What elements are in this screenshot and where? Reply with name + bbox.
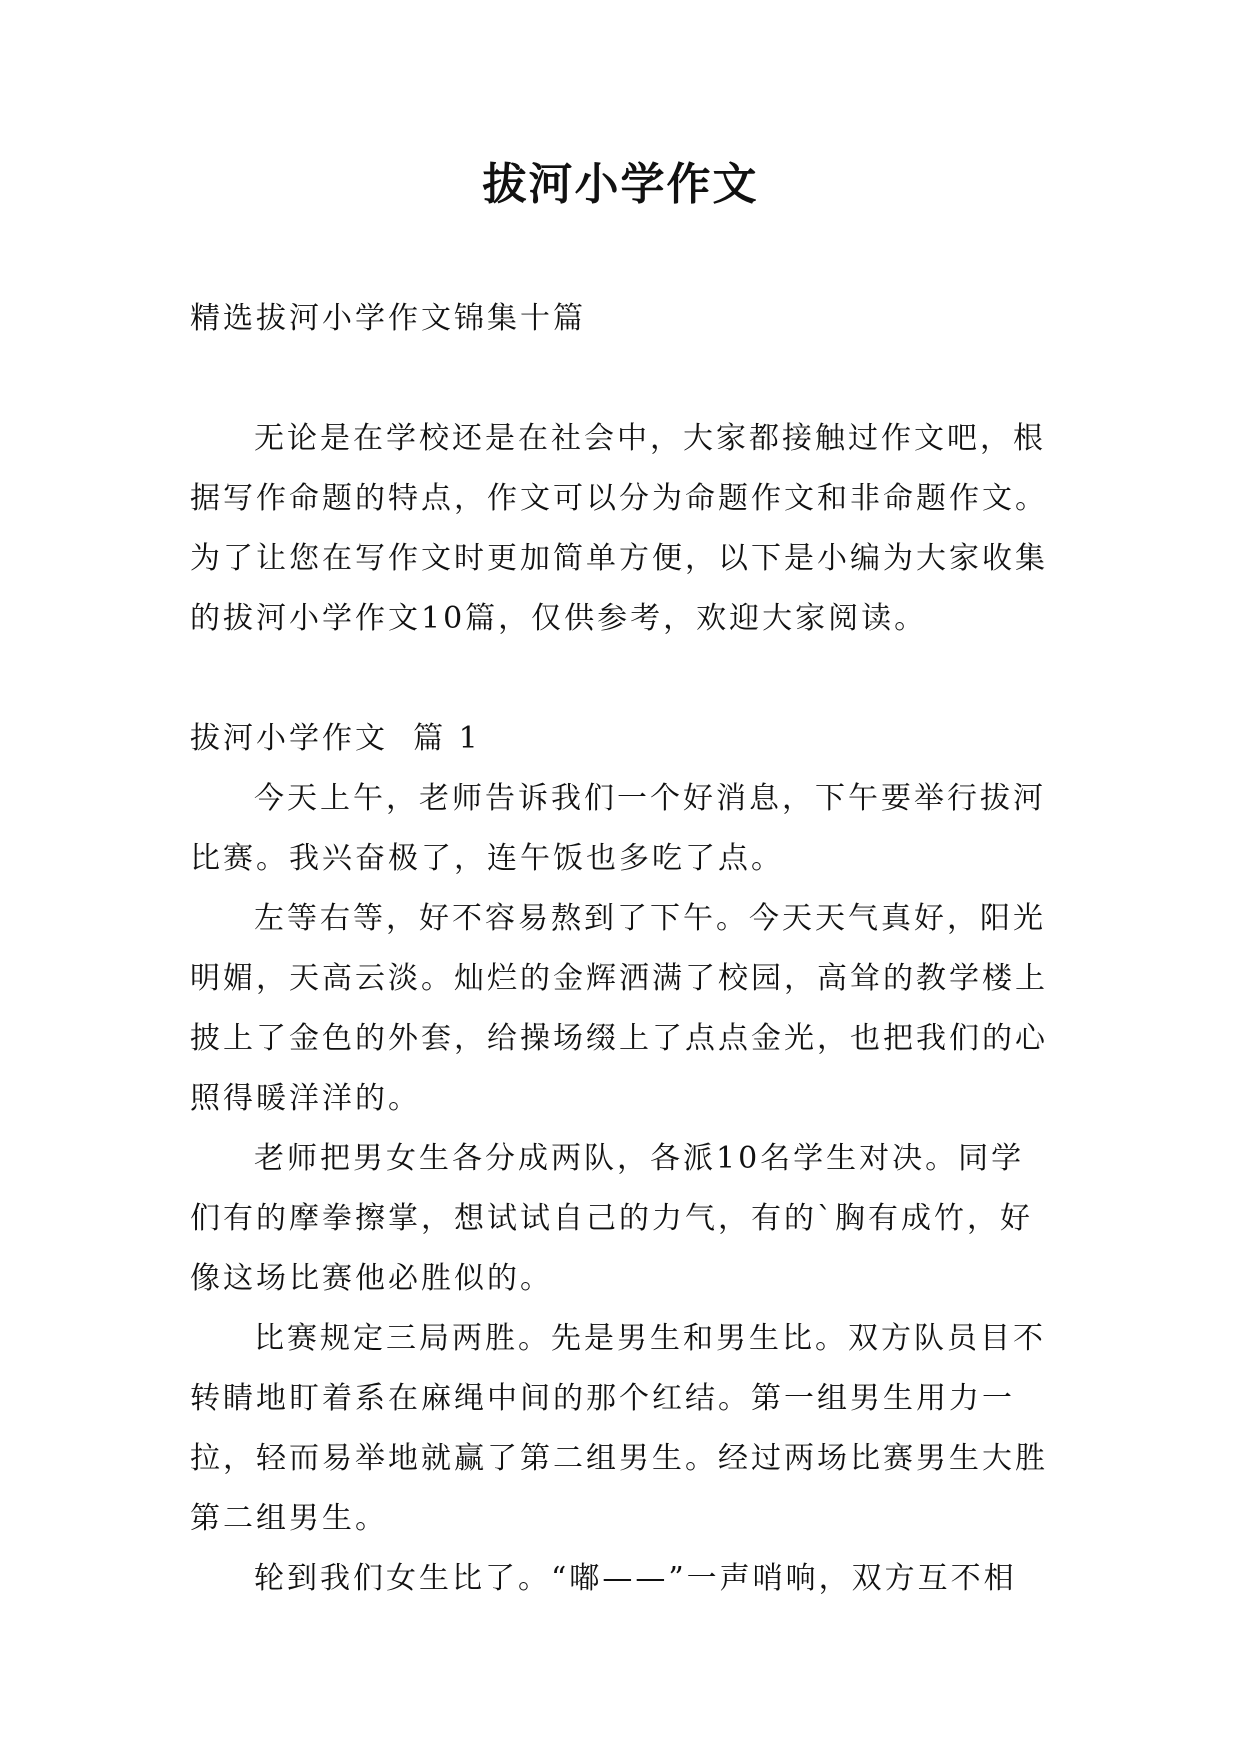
intro-paragraph: 无论是在学校还是在社会中，大家都接触过作文吧，根据写作命题的特点，作文可以分为命题作文和非命题作文。为了让您在写作文时更加简单方便，以下是小编为大家收集的拔河小学作文10篇，仅供参考，欢迎大家阅读。 [190,421,1048,636]
document-title: 拔河小学作文 [482,159,759,210]
body-paragraph-1: 今天上午，老师告诉我们一个好消息，下午要举行拔河比赛。我兴奋极了，连午饭也多吃了点。 [190,781,1046,876]
document-subtitle: 精选拔河小学作文锦集十篇 [190,301,586,336]
document-body [190,289,1050,1609]
body-paragraph-5: 轮到我们女生比了。“嘟——”一声哨响，双方互不相 [254,1561,1017,1596]
body-paragraph-2: 左等右等，好不容易熬到了下午。今天天气真好，阳光明媚，天高云淡。灿烂的金辉洒满了校园，高耸的教学楼上披上了金色的外套，给操场缀上了点点金光，也把我们的心照得暖洋洋的。 [190,901,1048,1116]
body-paragraph-4: 比赛规定三局两胜。先是男生和男生比。双方队员目不转睛地盯着系在麻绳中间的那个红结。第一组男生用力一拉，轻而易举地就赢了第二组男生。经过两场比赛男生大胜第二组男生。 [190,1321,1048,1536]
section-heading: 拔河小学作文 篇 1 [190,721,481,756]
body-paragraph-3: 老师把男女生各分成两队，各派10名学生对决。同学们有的摩拳擦掌，想试试自己的力气，有的`胸有成竹，好像这场比赛他必胜似的。 [190,1141,1033,1296]
